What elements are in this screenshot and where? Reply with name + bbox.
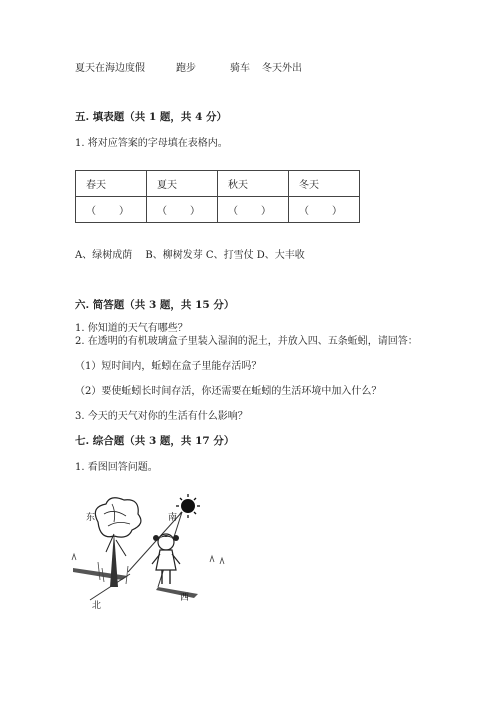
section5-question-1: 1. 将对应答案的字母填在表格内。 [75,138,228,149]
label-north: 北 [92,601,102,611]
section7-heading: 七. 综合题（共 3 题，共 17 分） [75,435,235,447]
girl-icon [152,534,180,584]
answer-table [75,170,360,223]
table-header-autumn: 秋天 [218,171,289,197]
table-header-summer: 夏天 [147,171,218,197]
sun-tree-girl-illustration [70,492,240,612]
section5-options: A、绿树成荫 B、柳树发芽 C、打雪仗 D、大丰收 [75,250,305,261]
label-west: 西 [180,593,190,603]
section6-question-1: 1. 你知道的天气有哪些？ [75,323,188,334]
label-east: 东 [86,513,96,523]
section6-question-2-part-2: （2）要使蚯蚓长时间存活，你还需要在蚯蚓的生活环境中加入什么？ [75,386,382,397]
table-header-winter: 冬天 [289,171,360,197]
section6-question-3: 3. 今天的天气对你的生活有什么影响？ [75,411,248,422]
answer-blank-spring[interactable]: （ ） [76,197,147,223]
table-row [76,171,360,197]
section6-question-2-part-1: （1）短时间内，蚯蚓在盒子里能存活吗？ [75,361,262,372]
answer-blank-winter[interactable]: （ ） [289,197,360,223]
section7-question-1: 1. 看图回答问题。 [75,462,158,473]
table-header-spring: 春天 [76,171,147,197]
top-item-cycling: 骑车 [230,63,250,74]
top-item-vacation: 夏天在海边度假 [75,63,145,74]
section5-heading: 五. 填表题（共 1 题，共 4 分） [75,111,228,123]
answer-blank-autumn[interactable]: （ ） [218,197,289,223]
top-item-winter-outing: 冬天外出 [262,63,302,74]
label-south: 南 [168,513,178,523]
answer-blank-summer[interactable]: （ ） [147,197,218,223]
table-row [76,197,360,223]
section6-question-2: 2. 在透明的有机玻璃盒子里装入湿润的泥土，并放入四、五条蚯蚓，请回答： [75,336,418,347]
top-item-running: 跑步 [176,63,196,74]
section6-heading: 六. 简答题（共 3 题，共 15 分） [75,299,235,311]
